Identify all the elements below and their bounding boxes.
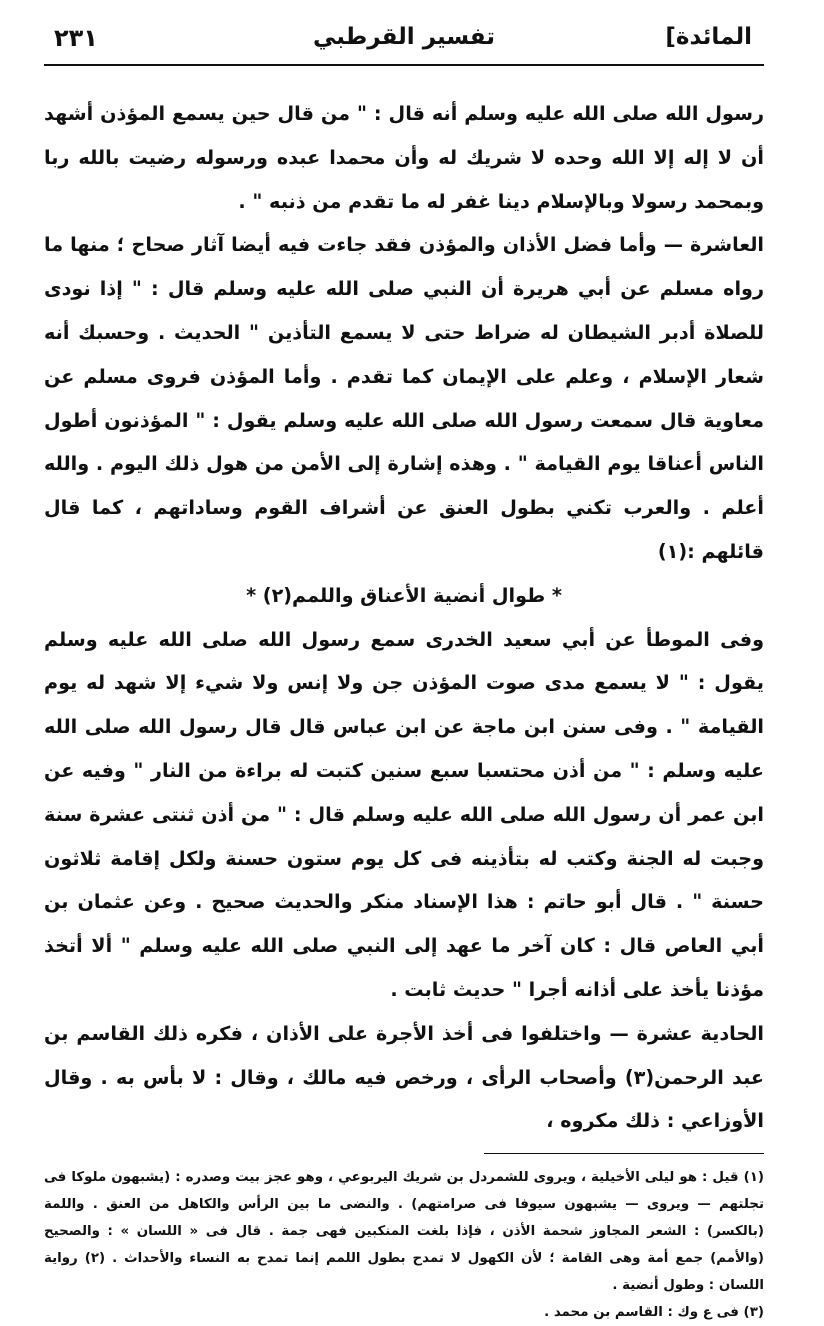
chapter-name: المائدة] bbox=[665, 24, 752, 50]
paragraph-eleventh-issue: الحادية عشرة — واختلفوا فى أخذ الأجرة على الأذان ، فكره ذلك القاسم بن عبد الرحمن(٣) وأصحاب الرأى ، ورخص فيه مالك ، وقال : لا بأس به . وقال الأوزاعي : ذلك مكروه ، bbox=[44, 1021, 765, 1133]
paragraph-hadith-adhan: رسول الله صلى الله عليه وسلم أنه قال : " من قال حين يسمع المؤذن أشهد أن لا إله إلا الله وحده لا شريك له وأن محمدا عبده ورسوله رضيت بالله ربا وبمحمد رسولا وبالإسلام دينا غفر له ما تقدم من ذنبه " . bbox=[44, 102, 764, 213]
paragraph-tenth-issue: العاشرة — وأما فضل الأذان والمؤذن فقد جاءت فيه أيضا آثار صحاح ؛ منها ما رواه مسلم عن أبي هريرة أن النبي صلى الله عليه وسلم قال : " إذا نودى للصلاة أدبر الشيطان له ضراط حتى لا يسمع التأذين " الحديث . وحسبك أنه شعار الإسلام ، وعلم على الإيمان كما تقدم . وأما المؤذن فروى مسلم عن معاوية قال سمعت رسول الله صلى الله عليه وسلم يقول : " المؤذنون أطول الناس أعناقا يوم القيامة " . وهذه إشارة إلى الأمن من هول ذلك اليوم . والله أعلم . والعرب تكني بطول العنق عن أشراف القوم وساداتهم ، كما قال قائلهم :(١) bbox=[44, 233, 764, 563]
footnote-1-2: (١) قيل : هو ليلى الأخيلية ، ويروى للشمردل بن شريك اليربوعي ، وهو عجز بيت وصدره : (يشبهون ملوكا فى تجلتهم — ويروى — يشبهون سيوفا فى صرامتهم) . والنضى ما بين الرأس والكاهل من العنق . واللمة (بالكسر) : الشعر المجاوز شحمة الأذن ، فإذا بلغت المنكبين فهى جمة . قال فى « اللسان » : والصحيح (والأمم) جمع أمة وهى القامة ؛ لأن الكهول لا تمدح بطول اللمم إنما تمدح به النساء والأحداث . (٢) رواية اللسان : وطول أنضية . bbox=[44, 1170, 764, 1294]
footnote-divider bbox=[484, 1153, 764, 1154]
footnotes bbox=[44, 1164, 764, 1326]
book-page bbox=[44, 22, 764, 1326]
page-header bbox=[44, 22, 764, 66]
main-text bbox=[44, 92, 764, 1143]
poetry-verse: * طوال أنضية الأعناق واللمم(٢) * bbox=[246, 583, 562, 607]
running-title: تفسير القرطبي bbox=[312, 24, 495, 50]
footnote-3: (٣) فى ع وك : القاسم بن محمد . bbox=[544, 1305, 764, 1321]
page-number: ٢٣١ bbox=[54, 24, 98, 52]
paragraph-muwatta: وفى الموطأ عن أبي سعيد الخدرى سمع رسول الله صلى الله عليه وسلم يقول : " لا يسمع مدى صوت المؤذن جن ولا إنس ولا شيء إلا شهد له يوم القيامة " . وفى سنن ابن ماجة عن ابن عباس قال قال رسول الله صلى الله عليه وسلم : " من أذن محتسبا سبع سنين كتبت له براءة من النار " وفيه عن ابن عمر أن رسول الله صلى الله عليه وسلم قال : " من أذن ثنتى عشرة سنة وجبت له الجنة وكتب له بتأذينه فى كل يوم ستون حسنة ولكل إقامة ثلاثون حسنة " . قال أبو حاتم : هذا الإسناد منكر والحديث صحيح . وعن عثمان بن أبي العاص قال : كان آخر ما عهد إلى النبي صلى الله عليه وسلم " ألا أتخذ مؤذنا يأخذ على أذانه أجرا " حديث ثابت . bbox=[44, 627, 764, 1001]
